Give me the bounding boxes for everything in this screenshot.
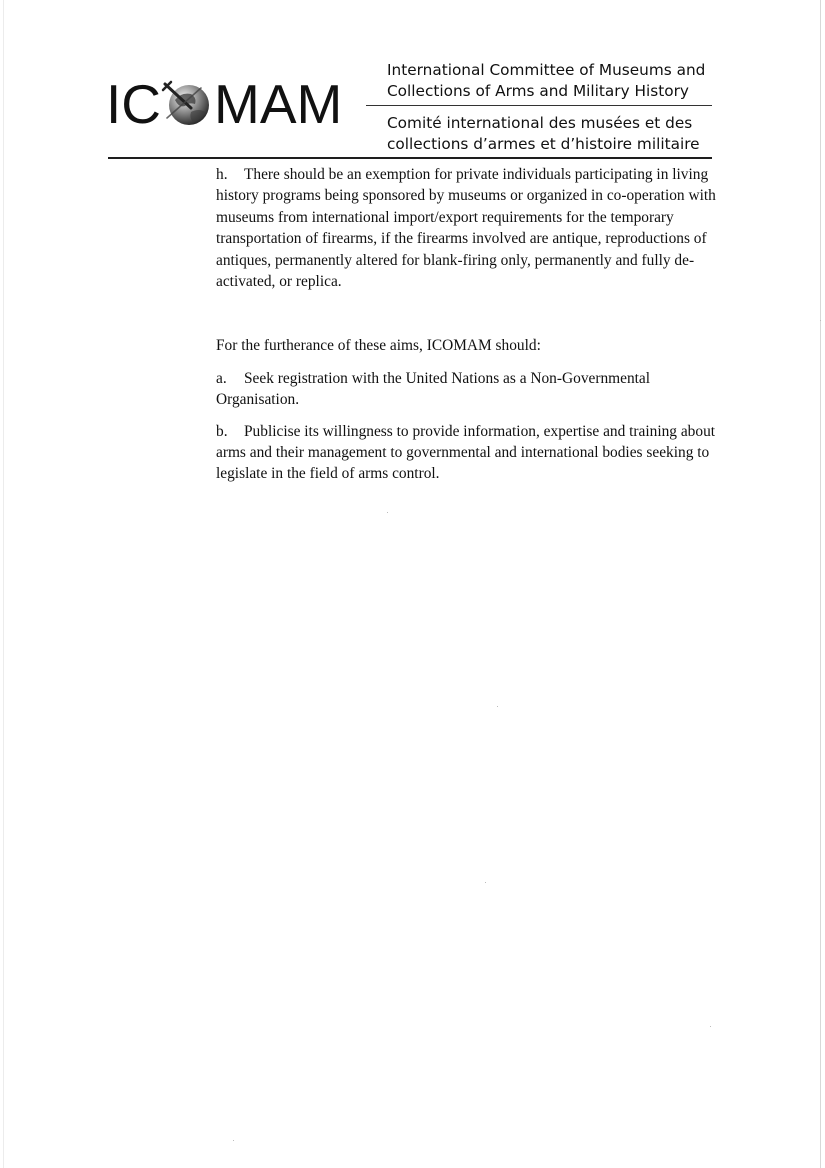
paragraph-h-text: There should be an exemption for private individuals participating in living history programs being sponsored by museums or organized in co-operation with museums from international import/export requirements for the temporary transportation of firearms, if the firearms involved are antique, reproductions of antiques, permanently altered for blank-firing only, permanently and fully de-activated, or replica. [216,166,716,291]
scan-speck [497,706,498,707]
scan-speck [485,882,486,883]
org-name-french [387,113,717,155]
org-name-french-line-1: Comité international des musées et des [387,114,693,132]
paragraph-h-marker: h. [216,166,228,183]
icomam-logo [106,73,343,135]
header-divider [366,105,712,106]
header-rule [108,157,712,159]
aims-intro: For the furtherance of these aims, ICOMAM should: [216,337,541,355]
scan-speck [820,320,821,321]
scan-speck [233,1140,234,1141]
scan-speck [710,1026,711,1027]
scan-edge-left [3,0,4,1168]
logo-text-right: MAM [214,73,343,135]
org-name-french-line-2: collections d’armes et d’histoire militaire [387,135,700,153]
logo-text-left: IC [106,73,161,135]
paragraph-b [216,421,716,485]
paragraph-a-marker: a. [216,369,227,387]
org-name-english-line-2: Collections of Arms and Military History [387,82,689,100]
paragraph-a [216,368,716,411]
globe-icon [161,78,213,130]
org-name-english-line-1: International Committee of Museums and [387,61,706,79]
document-body [216,164,716,485]
org-name-english [387,60,717,102]
scan-edge-right [820,0,821,1168]
paragraph-b-marker: b. [216,422,228,440]
scan-speck [387,512,388,513]
paragraph-b-text: Publicise its willingness to provide information, expertise and training about arms and their management to governmental and international bodies seeking to legislate in the field of arms control. [216,422,716,483]
paragraph-h [216,164,716,292]
paragraph-a-text: Seek registration with the United Nations as a Non-Governmental Organisation. [216,369,651,409]
